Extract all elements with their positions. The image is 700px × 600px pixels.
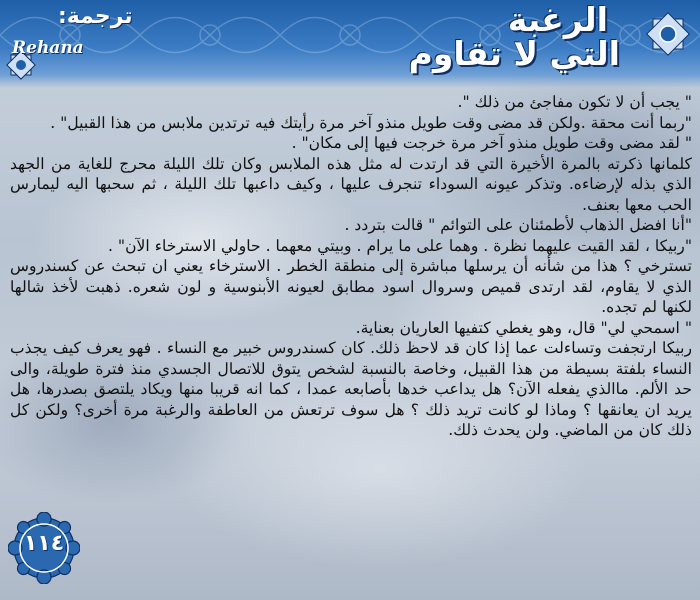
paragraph: كلمانها ذكرته بالمرة الأخيرة التي قد ارتدت له مثل هذه الملابس وكان تلك الليلة محرج للغاية من الجهد الذي بذله لإرضاءه. وتذكر عيونه السوداء تنجرف عليها ، وكيف داعبها تلك الليلة ، ثم سحبها اليه ليمارس الحب معها بعنف. <box>10 154 692 214</box>
paragraph: "أنا افضل الذهاب لأطمئنان على التوائم " قالت بتردد . <box>344 216 692 234</box>
paragraph: تسترخي ؟ هذا من شأنه أن يرسلها مباشرة إلى منطقة الخطر . الاسترخاء يعني ان تبحث عن كسندروس الذي لا يقاوم، لقد ارتدى قميص وسروال اسود مطابق لعيونه الأبنوسية و لون شعره. ذهبت لأخذ شالها لكنها لم تجده. <box>10 257 692 316</box>
paragraph: " لقد مضى وقت طويل منذو آخر مرة خرجت فيها إلى مكان" . <box>291 134 692 152</box>
book-title-line2: التي لا تقاوم <box>408 34 620 73</box>
story-text <box>10 92 692 590</box>
book-title-line1: الرغبة <box>507 0 608 39</box>
page-number: ١١٤ <box>23 531 65 556</box>
translation-label: ترجمة: <box>58 4 133 29</box>
paragraph: "ربما أنت محقة .ولكن قد مضى وقت طويل منذو آخر مرة رأيتك فيه ترتدين ملابس من هذا القبيل" . <box>50 113 692 132</box>
star-ornament-icon <box>642 8 694 60</box>
paragraph: " اسمحي لي" قال، وهو يغطي كتفيها العاريان بعناية. <box>355 318 692 337</box>
paragraph: ربيكا ارتجفت وتساءلت عما إذا كان قد لاحظ ذلك. كان كسندروس خبير مع النساء . فهو يعرف كيف يجذب النساء بلفتة بسيطة من هذا القبيل، وخاصة بالنسبة لشخص يتوق للاتصال الجسدي منذ فترة طويلة، والى حد الألم. ماالذي يفعله الآن؟ هل يداعب خدها بأصابعه عمدا ، كما انه قريبا منها ويكاد يلتصق بصدرها، هل يريد ان يعانقها ؟ وماذا لو كانت تريد ذلك ؟ هل سوف ترتعش من العاطفة والرغبة مرة أخرى؟ ولكن كل ذلك كان من الماضي. ولن يحدث ذلك. <box>10 339 692 439</box>
translator-name: Rehana <box>12 38 84 58</box>
paragraph: " يجب أن لا تكون مفاجئ من ذلك ". <box>457 93 692 111</box>
header-banner <box>0 0 700 88</box>
paragraph: "ربيكا ، لقد القيت عليهما نظرة . وهما على ما يرام . وبيتي معهما . حاولي الاسترخاء الآن" . <box>107 236 692 255</box>
